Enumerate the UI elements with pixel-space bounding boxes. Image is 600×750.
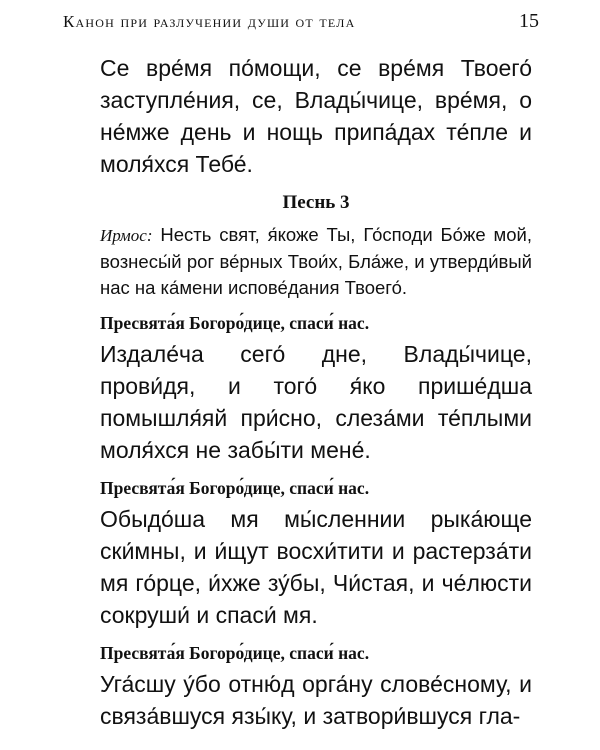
refrain: Пресвята́я Богоро́дице, спаси́ нас. <box>100 478 370 498</box>
irmos-paragraph <box>100 222 532 301</box>
paragraph-opening: Се вре́мя по́мощи, се вре́мя Твоего́ заступле́ния, се, Влады́чице, вре́мя, о не́мже день и нощь припа́дах те́пле и моля́хся Тебе́. <box>100 55 532 177</box>
refrain: Пресвята́я Богоро́дице, спаси́ нас. <box>100 313 370 333</box>
song-heading: Песнь 3 <box>282 192 350 213</box>
refrain: Пресвята́я Богоро́дице, спаси́ нас. <box>100 643 370 663</box>
running-head-title: Канон при разлучении души от тела <box>63 12 356 31</box>
troparion: Издале́ча сего́ дне, Влады́чице, прови́дя, и того́ я́ко прише́дша помышля́яй при́сно, слеза́ми те́плыми моля́хся не забы́ти мене́. <box>100 341 532 463</box>
irmos-text: Несть свят, я́коже Ты, Го́споди Бо́же мой, вознесы́й рог ве́рных Твои́х, Бла́же, и утверди́вый нас на ка́мени испове́дания Твоего́. <box>100 224 532 298</box>
running-head <box>63 12 539 36</box>
text-block <box>100 52 532 732</box>
irmos-label: Ирмос: <box>100 226 153 245</box>
page-number: 15 <box>519 10 539 32</box>
troparion: Уга́сшу у́бо отню́д орга́ну слове́сному, и связа́вшуся язы́ку, и затвори́вшуся гла- <box>100 671 532 729</box>
troparion: Обыдо́ша мя мы́сленнии рыка́юще ски́мны, и и́щут восхи́тити и растерза́ти мя го́рце, и́хже зу́бы, Чи́стая, и че́люсти сокруши́ и спаси́ мя. <box>100 506 532 628</box>
